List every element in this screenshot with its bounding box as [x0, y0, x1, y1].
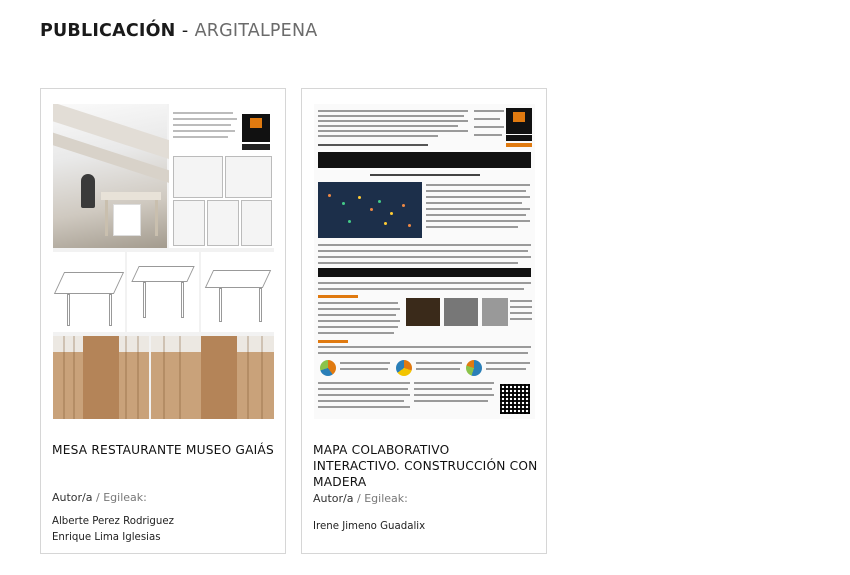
author-name: Alberte Perez Rodriguez	[52, 516, 174, 527]
poster-title-band	[318, 152, 531, 168]
pie-chart	[466, 360, 482, 376]
restaurant-photo	[53, 104, 167, 248]
table-sketch	[201, 252, 274, 332]
author-list	[313, 519, 425, 535]
publication-thumbnail[interactable]	[314, 104, 535, 419]
author-name: Enrique Lima Iglesias	[52, 532, 161, 543]
publication-card[interactable]	[40, 88, 286, 554]
publication-title[interactable]: MESA RESTAURANTE MUSEO GAIÁS	[52, 443, 274, 457]
pie-chart	[396, 360, 412, 376]
stats-band	[318, 268, 531, 277]
page-title-separator: -	[181, 21, 189, 41]
project-sheet	[169, 104, 274, 248]
premios-egurtek-logo	[242, 114, 270, 142]
qr-code	[500, 384, 530, 414]
publication-thumbnail[interactable]	[53, 104, 274, 419]
table-sketch	[53, 252, 125, 332]
page-title-sub: ARGITALPENA	[194, 21, 318, 41]
pie-chart	[320, 360, 336, 376]
author-label: Autor/a / Egileak:	[52, 491, 147, 504]
wood-joint-photo	[53, 336, 149, 419]
publication-card[interactable]	[301, 88, 547, 554]
author-label: Autor/a / Egileak:	[313, 492, 408, 505]
table-sketch	[127, 252, 199, 332]
page-title-main: PUBLICACIÓN	[40, 21, 176, 41]
world-map	[318, 182, 422, 238]
page-title	[40, 21, 317, 41]
publication-title[interactable]: MAPA COLABORATIVO INTERACTIVO. CONSTRUCCIÓN CON MADERA	[313, 443, 538, 489]
wood-joint-photo	[151, 336, 274, 419]
author-name: Irene Jimeno Guadalix	[313, 521, 426, 532]
author-list	[52, 514, 174, 546]
